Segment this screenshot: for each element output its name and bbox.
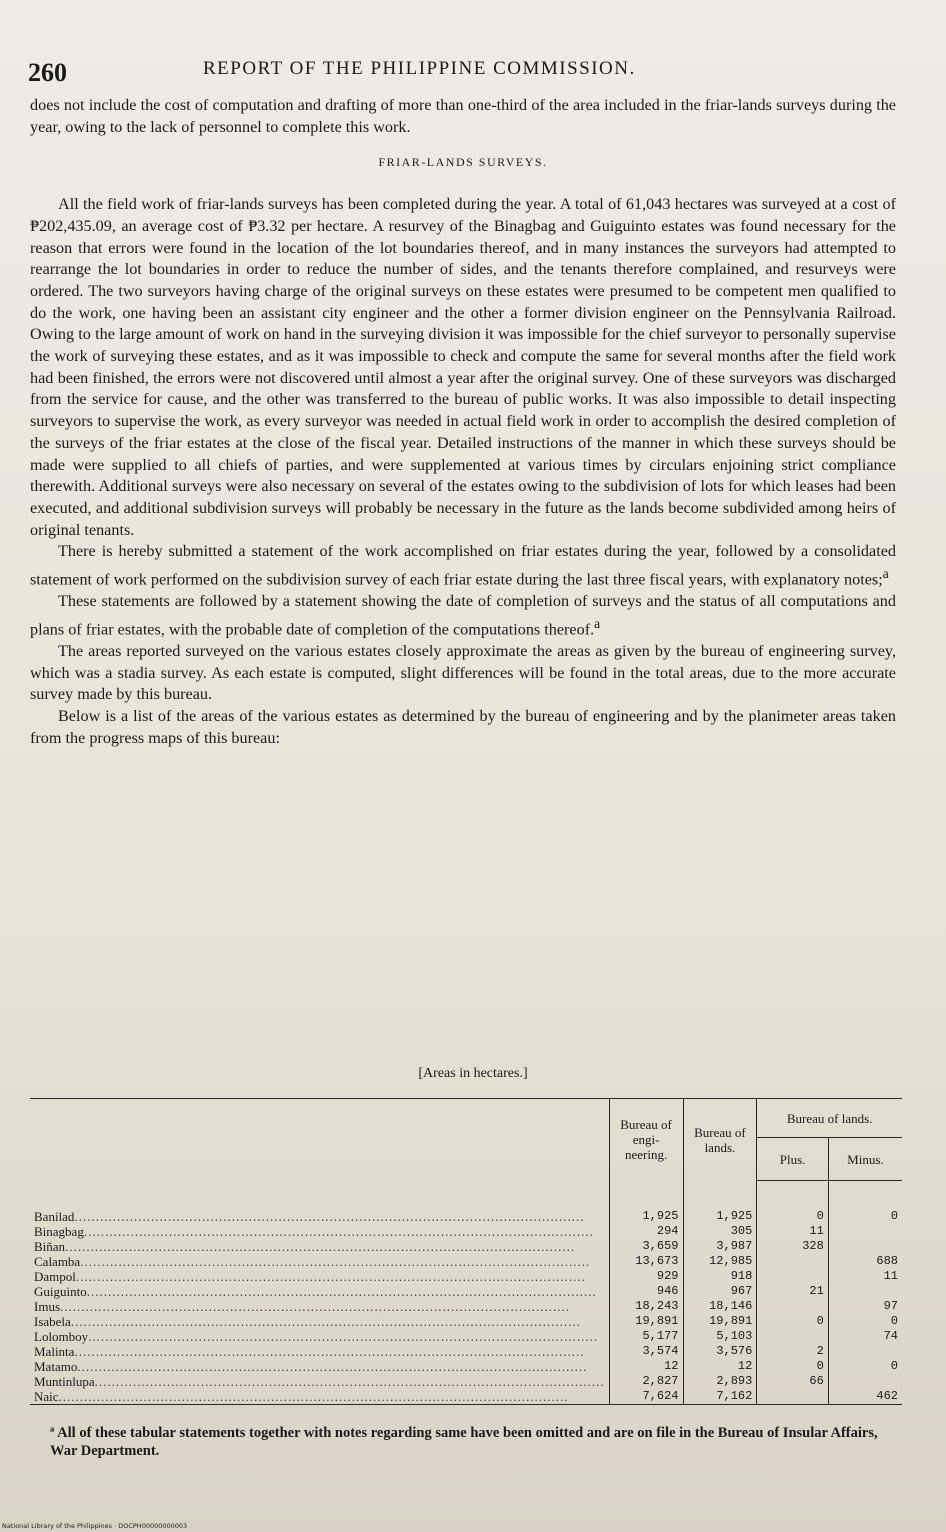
areas-table-wrapper (30, 1098, 902, 1405)
cell-minus: 462 (828, 1389, 902, 1405)
cell-lands: 3,987 (683, 1239, 757, 1254)
dot-leader: ........................................................................................................................ (83, 1223, 594, 1239)
table-row (30, 1299, 902, 1314)
cell-lands: 5,103 (683, 1329, 757, 1344)
cell-minus (828, 1224, 902, 1239)
cell-minus: 0 (828, 1314, 902, 1329)
paragraph-2-text: There is hereby submitted a statement of the work accomplished on friar estates during the year, followed by a consolidated statement of work performed on the subdivision survey of each friar estate during the last three fiscal years, with explanatory notes; (30, 542, 896, 589)
cell-minus (828, 1239, 902, 1254)
paragraph-5: Below is a list of the areas of the various estates as determined by the bureau of engineering and by the planimeter areas taken from the progress maps of this bureau: (30, 707, 896, 747)
cell-minus: 0 (828, 1359, 902, 1374)
footnote: ª All of these tabular statements together with notes regarding same have been omitted and are on file in the Bureau of Insular Affairs, War Department. (50, 1425, 878, 1459)
table-body (30, 1209, 902, 1405)
cell-engineering: 19,891 (609, 1314, 683, 1329)
paragraph-3-text: These statements are followed by a statement showing the date of completion of surveys and the status of all computations and plans of friar estates, with the probable date of completion of the computations thereof. (30, 592, 896, 639)
cell-lands: 1,925 (683, 1209, 757, 1224)
dot-leader: ........................................................................................................................ (77, 1358, 588, 1374)
cell-plus: 11 (757, 1224, 828, 1239)
cell-plus (757, 1299, 828, 1314)
header-lands: Bureau of lands. (683, 1099, 757, 1181)
cell-engineering: 294 (609, 1224, 683, 1239)
cell-minus (828, 1284, 902, 1299)
dot-leader: ........................................................................................................................ (70, 1313, 581, 1329)
estate-name: Lolomboy (34, 1328, 89, 1344)
header-minus: Minus. (828, 1138, 902, 1181)
areas-table (30, 1098, 902, 1405)
cell-plus (757, 1389, 828, 1405)
cell-plus: 0 (757, 1209, 828, 1224)
spacer-cell (828, 1181, 902, 1209)
header-spacer-row (30, 1181, 902, 1209)
estate-name-cell (30, 1224, 609, 1239)
estate-name: Biñan (34, 1238, 66, 1254)
cell-engineering: 12 (609, 1359, 683, 1374)
dot-leader: ........................................................................................................................ (75, 1268, 586, 1284)
table-row (30, 1284, 902, 1299)
estate-name: Banilad (34, 1208, 75, 1224)
table-caption: [Areas in hectares.] (418, 1066, 528, 1081)
cell-plus (757, 1254, 828, 1269)
table-row (30, 1344, 902, 1359)
dot-leader: ........................................................................................................................ (74, 1343, 585, 1359)
spacer-cell (683, 1181, 757, 1209)
estate-name: Isabela (34, 1313, 71, 1329)
estate-name: Muntinlupa (34, 1373, 95, 1389)
dot-leader: ........................................................................................................................ (80, 1253, 591, 1269)
cell-plus: 0 (757, 1314, 828, 1329)
cell-minus: 688 (828, 1254, 902, 1269)
estate-name-cell (30, 1239, 609, 1254)
dot-leader: ........................................................................................................................ (88, 1328, 599, 1344)
table-row (30, 1209, 902, 1224)
estate-name-cell (30, 1254, 609, 1269)
dot-leader: ........................................................................................................................ (86, 1283, 597, 1299)
header-lands-group: Bureau of lands. (757, 1099, 902, 1138)
estate-name: Malinta (34, 1343, 75, 1359)
cell-plus: 2 (757, 1344, 828, 1359)
estate-name-cell (30, 1389, 609, 1405)
estate-name-cell (30, 1299, 609, 1314)
cell-engineering: 2,827 (609, 1374, 683, 1389)
estate-name-cell (30, 1284, 609, 1299)
estate-name-cell (30, 1269, 609, 1284)
cell-lands: 12,985 (683, 1254, 757, 1269)
cell-lands: 2,893 (683, 1374, 757, 1389)
cell-engineering: 1,925 (609, 1209, 683, 1224)
table-row (30, 1314, 902, 1329)
cell-lands: 305 (683, 1224, 757, 1239)
estate-name-cell (30, 1374, 609, 1389)
cell-engineering: 18,243 (609, 1299, 683, 1314)
cell-engineering: 3,659 (609, 1239, 683, 1254)
estate-name: Naic (34, 1388, 59, 1404)
paragraph-4: The areas reported surveyed on the various estates closely approximate the areas as given by the bureau of engineering survey, which was a stadia survey. As each estate is computed, slight differences will be found in the total areas, due to the more accurate survey made by this bureau. (30, 641, 896, 704)
cell-minus: 11 (828, 1269, 902, 1284)
cell-lands: 918 (683, 1269, 757, 1284)
page-number: 260 (28, 58, 67, 87)
estate-name-cell (30, 1314, 609, 1329)
cell-lands: 18,146 (683, 1299, 757, 1314)
cell-minus: 74 (828, 1329, 902, 1344)
section-title: FRIAR-LANDS SURVEYS. (378, 155, 548, 170)
footnote-ref-1: a (882, 566, 889, 582)
cell-engineering: 929 (609, 1269, 683, 1284)
table-header-row (30, 1099, 902, 1138)
cell-engineering: 5,177 (609, 1329, 683, 1344)
dot-leader: ........................................................................................................................ (94, 1373, 605, 1389)
estate-name-cell (30, 1329, 609, 1344)
cell-engineering: 7,624 (609, 1389, 683, 1405)
cell-plus: 66 (757, 1374, 828, 1389)
spacer-cell (757, 1181, 828, 1209)
library-credit: National Library of the Philippines · DOCPH00000000003 (2, 1522, 188, 1530)
cell-plus: 0 (757, 1359, 828, 1374)
cell-minus (828, 1374, 902, 1389)
cell-plus: 328 (757, 1239, 828, 1254)
cell-plus (757, 1329, 828, 1344)
cell-minus: 0 (828, 1209, 902, 1224)
body-text (30, 95, 896, 749)
cell-plus: 21 (757, 1284, 828, 1299)
cell-lands: 12 (683, 1359, 757, 1374)
header-plus: Plus. (757, 1138, 828, 1181)
cell-lands: 967 (683, 1284, 757, 1299)
cell-minus: 97 (828, 1299, 902, 1314)
table-row (30, 1359, 902, 1374)
table-row (30, 1374, 902, 1389)
table-row (30, 1239, 902, 1254)
table-row (30, 1224, 902, 1239)
footnote-ref-2: a (594, 615, 601, 631)
estate-name: Imus (34, 1298, 60, 1314)
cell-engineering: 13,673 (609, 1254, 683, 1269)
paragraph-3 (30, 591, 896, 641)
dot-leader: ........................................................................................................................ (58, 1388, 569, 1404)
table-row (30, 1389, 902, 1405)
table-row (30, 1254, 902, 1269)
estate-name-cell (30, 1359, 609, 1374)
cell-lands: 19,891 (683, 1314, 757, 1329)
estate-name-cell (30, 1344, 609, 1359)
dot-leader: ........................................................................................................................ (65, 1238, 576, 1254)
dot-leader: ........................................................................................................................ (74, 1208, 585, 1224)
header-estate (30, 1099, 609, 1181)
running-head: REPORT OF THE PHILIPPINE COMMISSION. (203, 58, 636, 79)
spacer-cell (609, 1181, 683, 1209)
paragraph-2 (30, 541, 896, 591)
estate-name: Calamba (34, 1253, 81, 1269)
estate-name-cell (30, 1209, 609, 1224)
page-header (28, 52, 906, 92)
cell-minus (828, 1344, 902, 1359)
estate-name: Guiguinto (34, 1283, 87, 1299)
cell-lands: 3,576 (683, 1344, 757, 1359)
estate-name: Matamo (34, 1358, 78, 1374)
estate-name: Binagbag (34, 1223, 84, 1239)
cell-engineering: 3,574 (609, 1344, 683, 1359)
intro-paragraph: does not include the cost of computation and drafting of more than one-third of the area included in the friar-lands surveys during the year, owing to the lack of personnel to complete this work. (30, 96, 896, 136)
estate-name: Dampol (34, 1268, 76, 1284)
dot-leader: ........................................................................................................................ (60, 1298, 570, 1314)
spacer-cell (30, 1181, 609, 1209)
paragraph-1: All the field work of friar-lands surveys has been completed during the year. A total of 61,043 hectares was surveyed at a cost of ₱202,435.09, an average cost of ₱3.32 per hectare. A resurvey of the Binagbag and Guiguinto estates was found necessary for the reason that errors were found in the location of the lot boundaries thereof, and in many instances the surveyors had attempted to rearrange the lot boundaries in order to reduce the number of sides, and the tenants therefore complained, and resurveys were ordered. The two surveyors having charge of the original surveys on these estates were presumed to be competent men qualified to do the work, one having been an assistant city engineer and the other a former division engineer on the Pennsylvania Railroad. Owing to the large amount of work on hand in the surveying division it was impossible for the chief surveyor to personally supervise the work of surveying these estates, and as it was impossible to check and compute the same for several months after the field work had been finished, the errors were not discovered until almost a year after the original survey. One of these surveyors was discharged from the service for cause, and the other was transferred to the bureau of public works. It was also impossible to detail inspecting surveyors to supervise the work, as every surveyor was needed in actual field work in order to accomplish the desired completion of the surveys of the friar estates at the close of the fiscal year. Detailed instructions of the manner in which these surveys should be made were supplied to all chiefs of parties, and were supplemented at various times by circulars enjoining strict compliance therewith. Additional surveys were also necessary on several of the estates owing to the subdivision of lots for which leases had been executed, and additional subdivision surveys will probably be necessary in the future as the lands become subdivided among heirs of original tenants. (30, 195, 896, 539)
cell-plus (757, 1269, 828, 1284)
table-row (30, 1329, 902, 1344)
table-row (30, 1269, 902, 1284)
cell-engineering: 946 (609, 1284, 683, 1299)
cell-lands: 7,162 (683, 1389, 757, 1405)
header-engineering: Bureau of engi- neering. (609, 1099, 683, 1181)
